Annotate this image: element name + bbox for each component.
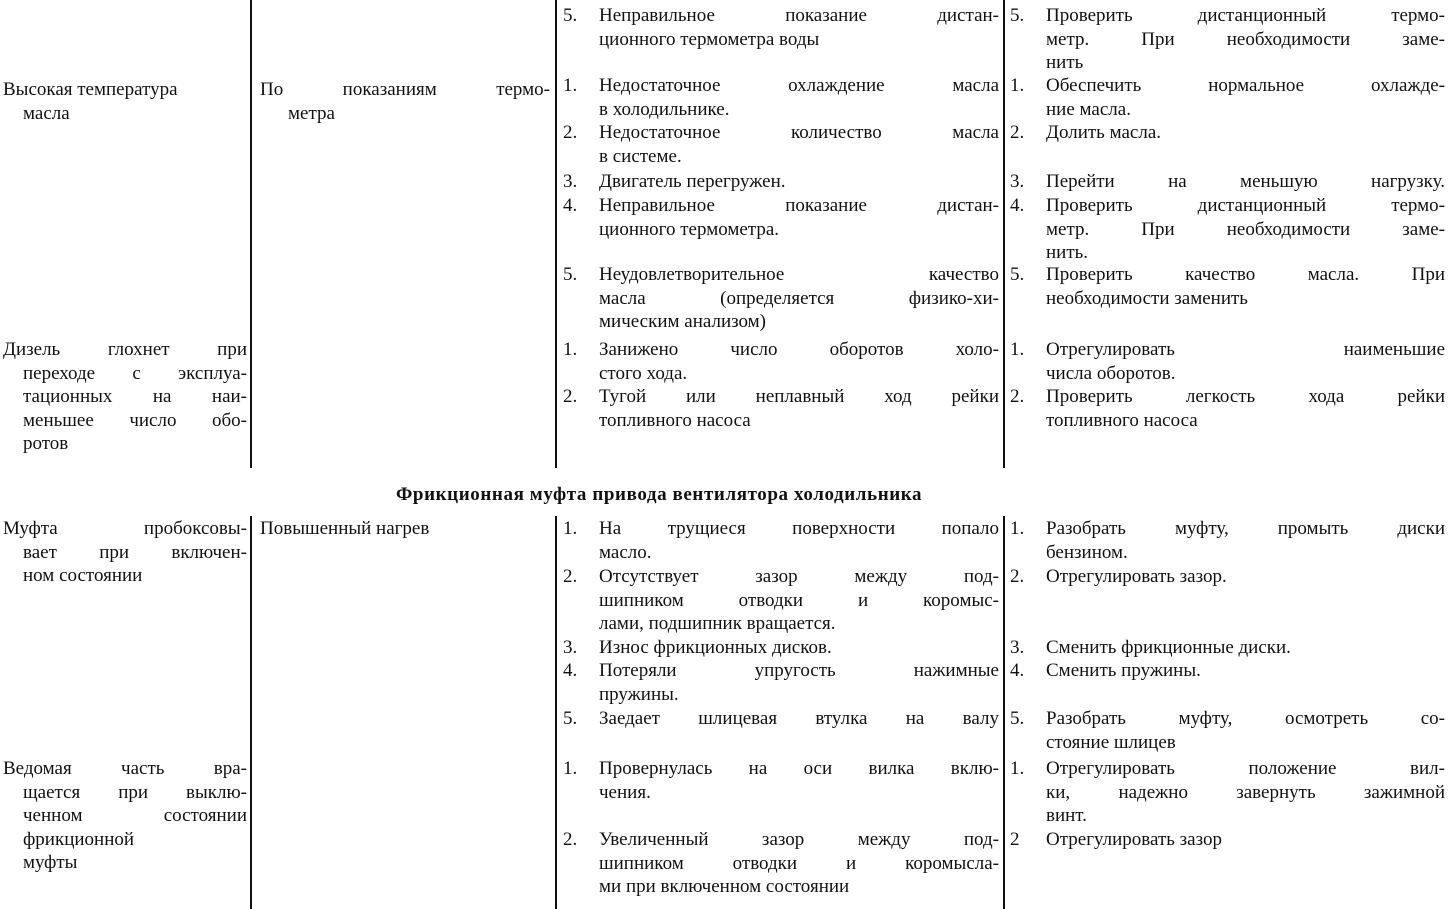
text-line: масло. [599, 541, 652, 563]
remedy-item [1010, 4, 1445, 74]
remedy-number: 1. [1010, 518, 1025, 539]
fault-cell [3, 78, 247, 125]
cause-item [563, 170, 999, 194]
text-line: Ведомая часть вра- [3, 758, 247, 779]
text-line: топливного насоса [1046, 409, 1198, 431]
text-line: мическим анализом) [599, 311, 766, 332]
remedy-number: 1. [1010, 758, 1025, 779]
cause-number: 2. [563, 829, 578, 850]
text-line: Заедает шлицевая втулка на валу [599, 708, 999, 729]
text-line: Отрегулировать зазор [1046, 829, 1223, 850]
text-line: топливного насоса [599, 409, 751, 431]
text-line: Тугой или неплавный ход рейки [599, 386, 999, 407]
column-rule-1 [250, 0, 252, 468]
cause-number: 5. [563, 708, 578, 729]
remedy-item [1010, 565, 1445, 589]
text-line: ние масла. [1046, 98, 1131, 120]
text-line: Занижено число оборотов холо- [599, 339, 999, 360]
remedy-item [1010, 338, 1445, 386]
text-line: муфты [23, 852, 78, 873]
cause-item [563, 707, 999, 731]
cause-item [563, 121, 999, 169]
remedy-number: 4. [1010, 660, 1025, 681]
cause-number: 5. [563, 264, 578, 285]
text-line: вает при включен- [23, 541, 247, 563]
text-line: чения. [599, 781, 651, 803]
text-line: Разобрать муфту, промыть диски [1046, 518, 1445, 539]
remedy-item [1010, 659, 1445, 683]
text-line: шипником отводки и коромыс- [599, 589, 999, 611]
text-line: Повышенный нагрев [260, 518, 430, 539]
cause-item [563, 565, 999, 637]
remedy-item [1010, 828, 1445, 852]
remedy-number: 3. [1010, 171, 1025, 192]
text-line: метр. При необходимости заме- [1046, 218, 1445, 240]
text-line: шипником отводки и коромысла- [599, 852, 999, 874]
remedy-item [1010, 385, 1445, 433]
text-line: Перейти на меньшую нагрузку. [1046, 171, 1445, 192]
text-line: нить [1046, 52, 1084, 73]
remedy-number: 2 [1010, 829, 1020, 850]
text-line: Высокая температура [3, 79, 178, 100]
text-line: винт. [1046, 805, 1087, 826]
text-line: Неправильное показание дистан- [599, 5, 999, 26]
text-line: ном состоянии [23, 565, 143, 586]
column-rule-1b [250, 516, 252, 909]
column-rule-3b [1003, 516, 1005, 909]
text-line: щается при выклю- [23, 781, 247, 803]
cause-number: 1. [563, 758, 578, 779]
cause-item [563, 757, 999, 805]
cause-number: 1. [563, 339, 578, 360]
text-line: фрикционной [23, 828, 135, 850]
text-line: Отрегулировать наименьшие [1046, 339, 1445, 360]
section-heading: Фрикционная муфта привода вентилятора холодильника [396, 484, 923, 505]
remedy-number: 2. [1010, 122, 1025, 143]
remedy-item [1010, 636, 1445, 660]
cause-number: 3. [563, 637, 578, 658]
cause-number: 1. [563, 75, 578, 96]
column-rule-2b [555, 516, 557, 909]
cause-item [563, 636, 999, 660]
text-line: лами, подшипник вращается. [599, 613, 836, 634]
remedy-number: 1. [1010, 75, 1025, 96]
cause-item [563, 74, 999, 122]
text-line: Проверить дистанционный термо- [1046, 5, 1445, 26]
text-line: стого хода. [599, 362, 688, 384]
remedy-item [1010, 194, 1445, 264]
remedy-item [1010, 757, 1445, 827]
text-line: Проверить качество масла. При [1046, 264, 1445, 285]
text-line: Обеспечить нормальное охлажде- [1046, 75, 1445, 96]
text-line: числа оборотов. [1046, 362, 1176, 384]
cause-number: 1. [563, 518, 578, 539]
text-line: Увеличенный зазор между под- [599, 829, 999, 850]
remedy-number: 4. [1010, 195, 1025, 216]
text-line: Двигатель перегружен. [599, 171, 786, 192]
text-line: ми при включенном состоянии [599, 876, 850, 897]
cause-number: 5. [563, 5, 578, 26]
sign-cell [260, 517, 550, 541]
text-line: Сменить пружины. [1046, 660, 1201, 681]
cause-item [563, 659, 999, 707]
text-line: Сменить фрикционные диски. [1046, 637, 1291, 658]
remedy-number: 5. [1010, 708, 1025, 729]
text-line: Отсутствует зазор между под- [599, 566, 999, 587]
text-line: масла [23, 102, 70, 124]
remedy-item [1010, 707, 1445, 755]
text-line: метра [288, 102, 335, 124]
text-line: Отрегулировать зазор. [1046, 566, 1227, 587]
text-line: в системе. [599, 145, 682, 167]
cause-number: 4. [563, 660, 578, 681]
text-line: Дизель глохнет при [3, 339, 247, 360]
remedy-item [1010, 263, 1445, 311]
cause-item [563, 385, 999, 433]
text-line: Неудовлетворительное качество [599, 264, 999, 285]
text-line: метр. При необходимости заме- [1046, 28, 1445, 50]
cause-item [563, 4, 999, 52]
remedy-item [1010, 121, 1445, 145]
text-line: ционного термометра воды [599, 28, 820, 50]
remedy-number: 2. [1010, 566, 1025, 587]
text-line: ки, надежно завернуть зажимной [1046, 781, 1445, 803]
column-rule-2 [555, 0, 557, 468]
cause-number: 2. [563, 566, 578, 587]
text-line: Проверить дистанционный термо- [1046, 195, 1445, 216]
cause-number: 2. [563, 386, 578, 407]
cause-item [563, 194, 999, 242]
remedy-number: 3. [1010, 637, 1025, 658]
text-line: Недостаточное количество масла [599, 122, 999, 143]
text-line: Потеряли упругость нажимные [599, 660, 999, 681]
fault-cell [3, 517, 247, 588]
text-line: ционного термометра. [599, 218, 780, 240]
text-line: По показаниям термо- [260, 79, 550, 100]
text-line: ротов [23, 433, 69, 454]
text-line: нить. [1046, 242, 1089, 263]
text-line: Провернулась на оси вилка вклю- [599, 758, 999, 779]
text-line: Износ фрикционных дисков. [599, 637, 832, 658]
fault-cell [3, 757, 247, 875]
remedy-number: 5. [1010, 5, 1025, 26]
text-line: масла (определяется физико-хи- [599, 287, 999, 309]
cause-number: 4. [563, 195, 578, 216]
text-line: Проверить легкость хода рейки [1046, 386, 1445, 407]
text-line: Недостаточное охлаждение масла [599, 75, 999, 96]
fault-cell [3, 338, 247, 456]
text-line: меньшее число обо- [23, 409, 247, 431]
cause-item [563, 263, 999, 335]
cause-item [563, 828, 999, 900]
text-line: Разобрать муфту, осмотреть со- [1046, 708, 1445, 729]
text-line: стояние шлицев [1046, 731, 1176, 753]
cause-number: 2. [563, 122, 578, 143]
text-line: Отрегулировать положение вил- [1046, 758, 1445, 779]
column-rule-3 [1003, 0, 1005, 468]
text-line: Долить масла. [1046, 122, 1162, 143]
text-line: ченном состоянии [23, 805, 247, 826]
cause-number: 3. [563, 171, 578, 192]
text-line: Муфта пробоксовы- [3, 518, 247, 539]
cause-item [563, 517, 999, 565]
text-line: На трущиеся поверхности попало [599, 518, 999, 539]
remedy-number: 1. [1010, 339, 1025, 360]
cause-item [563, 338, 999, 386]
sign-cell [260, 78, 550, 125]
text-line: необходимости заменить [1046, 287, 1248, 309]
text-line: бензином. [1046, 541, 1128, 563]
text-line: переходе с эксплуа- [23, 362, 247, 384]
remedy-number: 5. [1010, 264, 1025, 285]
remedy-item [1010, 170, 1445, 194]
text-line: Неправильное показание дистан- [599, 195, 999, 216]
text-line: пружины. [599, 683, 679, 705]
remedy-item [1010, 74, 1445, 122]
text-line: в холодильнике. [599, 98, 730, 120]
remedy-item [1010, 517, 1445, 565]
text-line: тационных на наи- [23, 386, 247, 407]
remedy-number: 2. [1010, 386, 1025, 407]
